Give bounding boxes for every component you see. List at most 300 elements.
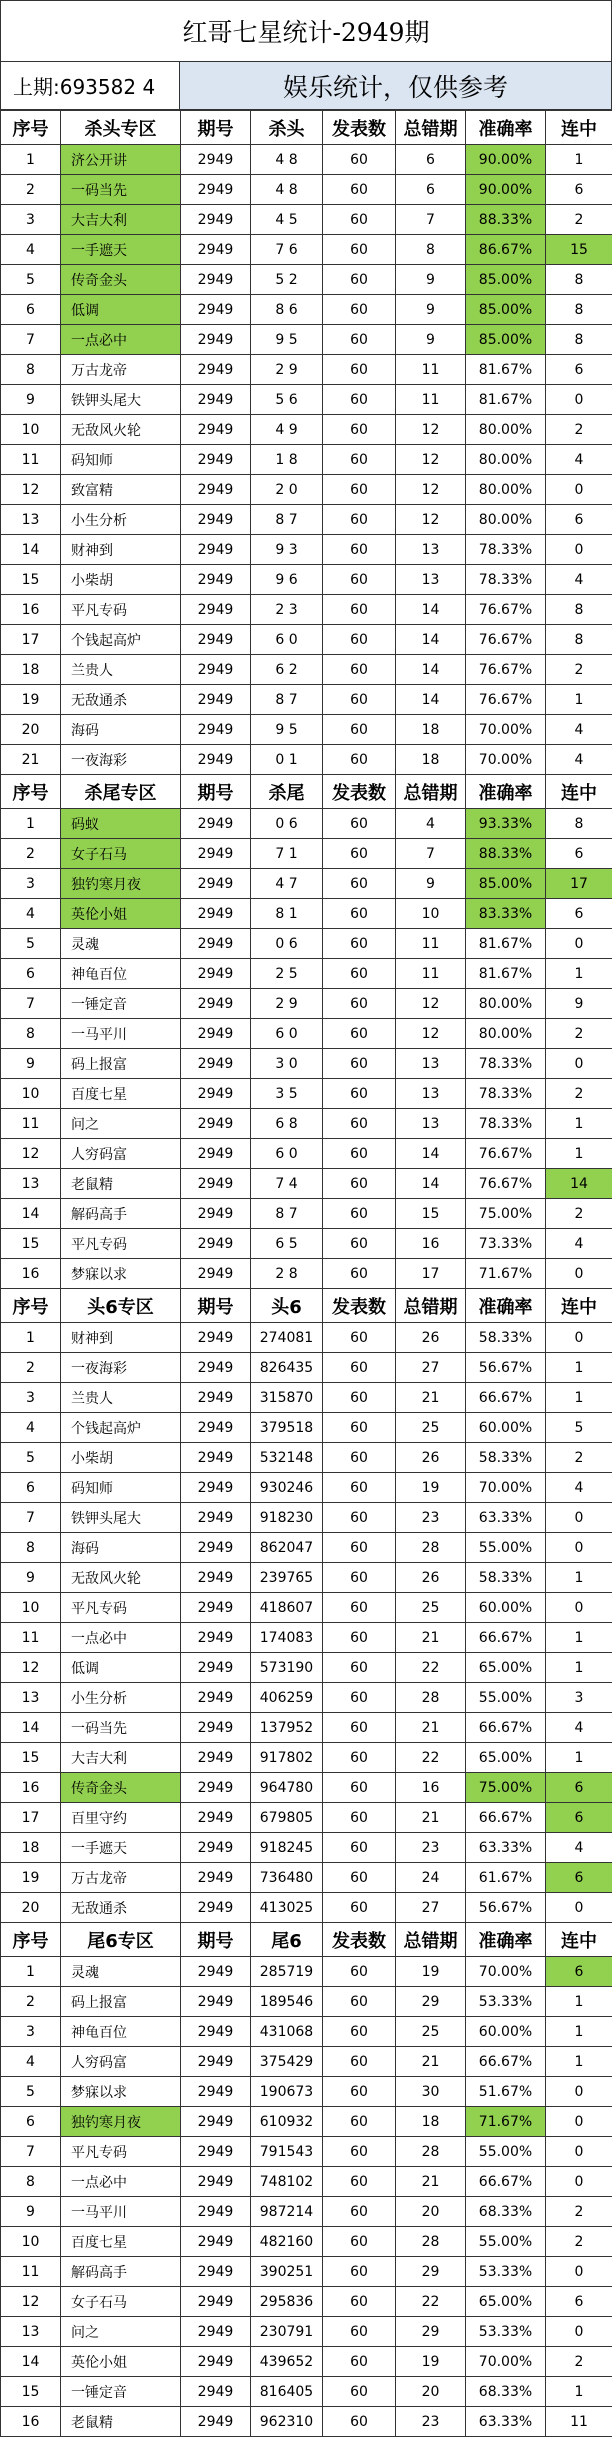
cell-misses: 9 bbox=[396, 325, 466, 355]
cell-period: 2949 bbox=[181, 1169, 251, 1199]
table-row bbox=[1, 1957, 612, 1987]
cell-misses: 12 bbox=[396, 445, 466, 475]
cell-name: 一马平川 bbox=[61, 2197, 181, 2227]
table-row bbox=[1, 1833, 612, 1863]
cell-index: 6 bbox=[1, 1473, 61, 1503]
cell-streak: 1 bbox=[546, 2047, 612, 2077]
cell-period: 2949 bbox=[181, 1323, 251, 1353]
section-header-row bbox=[1, 1289, 612, 1323]
cell-misses: 11 bbox=[396, 929, 466, 959]
cell-accuracy: 66.67% bbox=[466, 2047, 546, 2077]
cell-name: 码知师 bbox=[61, 1473, 181, 1503]
cell-period: 2949 bbox=[181, 595, 251, 625]
cell-misses: 28 bbox=[396, 2227, 466, 2257]
cell-index: 4 bbox=[1, 2047, 61, 2077]
cell-published: 60 bbox=[323, 1049, 396, 1079]
cell-misses: 12 bbox=[396, 989, 466, 1019]
cell-period: 2949 bbox=[181, 535, 251, 565]
cell-published: 60 bbox=[323, 325, 396, 355]
cell-misses: 25 bbox=[396, 2017, 466, 2047]
cell-accuracy: 58.33% bbox=[466, 1563, 546, 1593]
cell-published: 60 bbox=[323, 1443, 396, 1473]
cell-accuracy: 70.00% bbox=[466, 1957, 546, 1987]
cell-period: 2949 bbox=[181, 505, 251, 535]
cell-accuracy: 56.67% bbox=[466, 1893, 546, 1923]
column-header-name: 头6专区 bbox=[61, 1289, 181, 1323]
cell-accuracy: 58.33% bbox=[466, 1443, 546, 1473]
cell-published: 60 bbox=[323, 295, 396, 325]
cell-index: 7 bbox=[1, 989, 61, 1019]
cell-published: 60 bbox=[323, 1593, 396, 1623]
cell-period: 2949 bbox=[181, 415, 251, 445]
table-row bbox=[1, 2167, 612, 2197]
cell-published: 60 bbox=[323, 1743, 396, 1773]
cell-misses: 19 bbox=[396, 1473, 466, 1503]
cell-misses: 17 bbox=[396, 1259, 466, 1289]
cell-published: 60 bbox=[323, 145, 396, 175]
cell-misses: 9 bbox=[396, 295, 466, 325]
cell-misses: 11 bbox=[396, 959, 466, 989]
cell-period: 2949 bbox=[181, 565, 251, 595]
cell-pick: 9 5 bbox=[251, 325, 323, 355]
cell-index: 11 bbox=[1, 2257, 61, 2287]
cell-name: 梦寐以求 bbox=[61, 1259, 181, 1289]
section-header-row bbox=[1, 111, 612, 145]
cell-misses: 13 bbox=[396, 1049, 466, 1079]
cell-index: 3 bbox=[1, 205, 61, 235]
cell-accuracy: 68.33% bbox=[466, 2197, 546, 2227]
cell-period: 2949 bbox=[181, 2167, 251, 2197]
column-header-streak: 连中 bbox=[546, 1923, 612, 1957]
cell-accuracy: 93.33% bbox=[466, 809, 546, 839]
cell-misses: 26 bbox=[396, 1563, 466, 1593]
cell-period: 2949 bbox=[181, 175, 251, 205]
cell-accuracy: 60.00% bbox=[466, 1413, 546, 1443]
table-row bbox=[1, 1503, 612, 1533]
cell-misses: 13 bbox=[396, 535, 466, 565]
column-header-streak: 连中 bbox=[546, 775, 612, 809]
table-row bbox=[1, 929, 612, 959]
cell-misses: 22 bbox=[396, 1743, 466, 1773]
cell-misses: 9 bbox=[396, 265, 466, 295]
cell-accuracy: 85.00% bbox=[466, 295, 546, 325]
cell-streak: 1 bbox=[546, 1987, 612, 2017]
cell-period: 2949 bbox=[181, 1803, 251, 1833]
cell-accuracy: 78.33% bbox=[466, 1079, 546, 1109]
cell-streak: 5 bbox=[546, 1413, 612, 1443]
cell-index: 9 bbox=[1, 1049, 61, 1079]
cell-period: 2949 bbox=[181, 2197, 251, 2227]
cell-misses: 7 bbox=[396, 839, 466, 869]
cell-name: 神龟百位 bbox=[61, 2017, 181, 2047]
cell-misses: 28 bbox=[396, 2137, 466, 2167]
cell-misses: 29 bbox=[396, 2317, 466, 2347]
cell-published: 60 bbox=[323, 2227, 396, 2257]
cell-streak: 0 bbox=[546, 1593, 612, 1623]
cell-misses: 12 bbox=[396, 505, 466, 535]
cell-published: 60 bbox=[323, 175, 396, 205]
cell-period: 2949 bbox=[181, 2377, 251, 2407]
cell-pick: 2 5 bbox=[251, 959, 323, 989]
cell-published: 60 bbox=[323, 565, 396, 595]
cell-published: 60 bbox=[323, 1623, 396, 1653]
cell-pick: 4 8 bbox=[251, 175, 323, 205]
cell-period: 2949 bbox=[181, 1199, 251, 1229]
cell-period: 2949 bbox=[181, 1653, 251, 1683]
cell-accuracy: 76.67% bbox=[466, 595, 546, 625]
column-header-pick: 尾6 bbox=[251, 1923, 323, 1957]
cell-name: 独钓寒月夜 bbox=[61, 2107, 181, 2137]
cell-streak: 2 bbox=[546, 415, 612, 445]
cell-misses: 19 bbox=[396, 2347, 466, 2377]
cell-pick: 0 6 bbox=[251, 809, 323, 839]
cell-period: 2949 bbox=[181, 2107, 251, 2137]
cell-streak: 14 bbox=[546, 1169, 612, 1199]
cell-streak: 6 bbox=[546, 2287, 612, 2317]
cell-name: 女子石马 bbox=[61, 839, 181, 869]
cell-index: 14 bbox=[1, 535, 61, 565]
table-row bbox=[1, 1169, 612, 1199]
cell-accuracy: 55.00% bbox=[466, 2137, 546, 2167]
cell-misses: 14 bbox=[396, 595, 466, 625]
cell-index: 10 bbox=[1, 415, 61, 445]
cell-streak: 4 bbox=[546, 445, 612, 475]
cell-published: 60 bbox=[323, 415, 396, 445]
cell-index: 13 bbox=[1, 1683, 61, 1713]
cell-period: 2949 bbox=[181, 2047, 251, 2077]
table-row bbox=[1, 1413, 612, 1443]
cell-name: 码蚁 bbox=[61, 809, 181, 839]
cell-name: 一码当先 bbox=[61, 175, 181, 205]
cell-index: 15 bbox=[1, 1229, 61, 1259]
table-row bbox=[1, 2377, 612, 2407]
cell-pick: 8 7 bbox=[251, 505, 323, 535]
cell-accuracy: 65.00% bbox=[466, 2287, 546, 2317]
cell-pick: 573190 bbox=[251, 1653, 323, 1683]
cell-pick: 918230 bbox=[251, 1503, 323, 1533]
cell-published: 60 bbox=[323, 1229, 396, 1259]
cell-pick: 1 8 bbox=[251, 445, 323, 475]
cell-streak: 0 bbox=[546, 475, 612, 505]
cell-pick: 9 3 bbox=[251, 535, 323, 565]
column-header-streak: 连中 bbox=[546, 1289, 612, 1323]
cell-streak: 1 bbox=[546, 2017, 612, 2047]
cell-streak: 6 bbox=[546, 1957, 612, 1987]
cell-published: 60 bbox=[323, 2077, 396, 2107]
cell-misses: 18 bbox=[396, 715, 466, 745]
cell-pick: 2 9 bbox=[251, 355, 323, 385]
cell-period: 2949 bbox=[181, 1019, 251, 1049]
cell-streak: 6 bbox=[546, 1773, 612, 1803]
cell-pick: 7 1 bbox=[251, 839, 323, 869]
cell-published: 60 bbox=[323, 715, 396, 745]
cell-name: 女子石马 bbox=[61, 2287, 181, 2317]
table-row bbox=[1, 565, 612, 595]
cell-accuracy: 81.67% bbox=[466, 959, 546, 989]
table-row bbox=[1, 989, 612, 1019]
cell-streak: 4 bbox=[546, 1473, 612, 1503]
cell-name: 财神到 bbox=[61, 535, 181, 565]
column-header-published: 发表数 bbox=[323, 775, 396, 809]
cell-published: 60 bbox=[323, 1893, 396, 1923]
cell-pick: 137952 bbox=[251, 1713, 323, 1743]
cell-streak: 2 bbox=[546, 1199, 612, 1229]
column-header-misses: 总错期 bbox=[396, 111, 466, 145]
cell-misses: 13 bbox=[396, 1079, 466, 1109]
cell-pick: 375429 bbox=[251, 2047, 323, 2077]
cell-index: 1 bbox=[1, 809, 61, 839]
table-row bbox=[1, 595, 612, 625]
cell-accuracy: 68.33% bbox=[466, 2377, 546, 2407]
cell-name: 一手遮天 bbox=[61, 1833, 181, 1863]
column-header-accuracy: 准确率 bbox=[466, 1923, 546, 1957]
cell-streak: 4 bbox=[546, 565, 612, 595]
cell-published: 60 bbox=[323, 1169, 396, 1199]
cell-index: 3 bbox=[1, 2017, 61, 2047]
cell-index: 14 bbox=[1, 1199, 61, 1229]
cell-streak: 0 bbox=[546, 1049, 612, 1079]
table-row bbox=[1, 1079, 612, 1109]
cell-streak: 0 bbox=[546, 1503, 612, 1533]
cell-misses: 12 bbox=[396, 1019, 466, 1049]
cell-accuracy: 80.00% bbox=[466, 1019, 546, 1049]
cell-period: 2949 bbox=[181, 1259, 251, 1289]
cell-period: 2949 bbox=[181, 205, 251, 235]
cell-accuracy: 76.67% bbox=[466, 1169, 546, 1199]
cell-accuracy: 81.67% bbox=[466, 929, 546, 959]
cell-period: 2949 bbox=[181, 1353, 251, 1383]
cell-misses: 18 bbox=[396, 2107, 466, 2137]
cell-accuracy: 63.33% bbox=[466, 1833, 546, 1863]
cell-misses: 22 bbox=[396, 2287, 466, 2317]
cell-name: 铁钾头尾大 bbox=[61, 385, 181, 415]
table-row bbox=[1, 1743, 612, 1773]
cell-name: 人穷码富 bbox=[61, 1139, 181, 1169]
cell-pick: 230791 bbox=[251, 2317, 323, 2347]
cell-streak: 1 bbox=[546, 1353, 612, 1383]
cell-period: 2949 bbox=[181, 145, 251, 175]
cell-streak: 0 bbox=[546, 2317, 612, 2347]
cell-published: 60 bbox=[323, 2287, 396, 2317]
cell-index: 7 bbox=[1, 2137, 61, 2167]
cell-index: 18 bbox=[1, 1833, 61, 1863]
cell-pick: 6 0 bbox=[251, 1139, 323, 1169]
table-row bbox=[1, 2257, 612, 2287]
cell-pick: 482160 bbox=[251, 2227, 323, 2257]
cell-misses: 12 bbox=[396, 415, 466, 445]
cell-streak: 1 bbox=[546, 2377, 612, 2407]
cell-pick: 6 5 bbox=[251, 1229, 323, 1259]
cell-name: 一点必中 bbox=[61, 2167, 181, 2197]
cell-index: 14 bbox=[1, 1713, 61, 1743]
cell-accuracy: 76.67% bbox=[466, 655, 546, 685]
cell-period: 2949 bbox=[181, 2317, 251, 2347]
cell-published: 60 bbox=[323, 839, 396, 869]
column-header-accuracy: 准确率 bbox=[466, 775, 546, 809]
cell-name: 灵魂 bbox=[61, 929, 181, 959]
cell-streak: 1 bbox=[546, 685, 612, 715]
cell-name: 老鼠精 bbox=[61, 1169, 181, 1199]
cell-period: 2949 bbox=[181, 295, 251, 325]
column-header-index: 序号 bbox=[1, 111, 61, 145]
cell-accuracy: 66.67% bbox=[466, 1803, 546, 1833]
cell-index: 13 bbox=[1, 2317, 61, 2347]
cell-published: 60 bbox=[323, 1079, 396, 1109]
cell-index: 12 bbox=[1, 1653, 61, 1683]
cell-published: 60 bbox=[323, 2137, 396, 2167]
table-row bbox=[1, 745, 612, 775]
cell-period: 2949 bbox=[181, 1533, 251, 1563]
cell-index: 17 bbox=[1, 1803, 61, 1833]
cell-published: 60 bbox=[323, 685, 396, 715]
table-row bbox=[1, 1623, 612, 1653]
table-row bbox=[1, 2137, 612, 2167]
cell-streak: 17 bbox=[546, 869, 612, 899]
table-row bbox=[1, 1383, 612, 1413]
cell-pick: 862047 bbox=[251, 1533, 323, 1563]
cell-period: 2949 bbox=[181, 1229, 251, 1259]
cell-accuracy: 90.00% bbox=[466, 145, 546, 175]
cell-pick: 532148 bbox=[251, 1443, 323, 1473]
cell-name: 独钓寒月夜 bbox=[61, 869, 181, 899]
cell-accuracy: 76.67% bbox=[466, 1139, 546, 1169]
cell-published: 60 bbox=[323, 1019, 396, 1049]
cell-period: 2949 bbox=[181, 385, 251, 415]
cell-pick: 7 4 bbox=[251, 1169, 323, 1199]
cell-pick: 0 1 bbox=[251, 745, 323, 775]
cell-index: 6 bbox=[1, 2107, 61, 2137]
cell-index: 7 bbox=[1, 325, 61, 355]
table-row bbox=[1, 1713, 612, 1743]
column-header-index: 序号 bbox=[1, 1289, 61, 1323]
cell-misses: 29 bbox=[396, 1987, 466, 2017]
cell-published: 60 bbox=[323, 265, 396, 295]
cell-name: 老鼠精 bbox=[61, 2407, 181, 2437]
cell-published: 60 bbox=[323, 1259, 396, 1289]
cell-published: 60 bbox=[323, 475, 396, 505]
cell-streak: 1 bbox=[546, 1383, 612, 1413]
cell-name: 一码当先 bbox=[61, 1713, 181, 1743]
cell-streak: 2 bbox=[546, 1019, 612, 1049]
table-row bbox=[1, 1653, 612, 1683]
cell-published: 60 bbox=[323, 745, 396, 775]
cell-period: 2949 bbox=[181, 1957, 251, 1987]
table-row bbox=[1, 809, 612, 839]
cell-name: 神龟百位 bbox=[61, 959, 181, 989]
info-row bbox=[0, 62, 612, 110]
cell-streak: 0 bbox=[546, 2257, 612, 2287]
cell-index: 9 bbox=[1, 2197, 61, 2227]
cell-published: 60 bbox=[323, 505, 396, 535]
cell-published: 60 bbox=[323, 1803, 396, 1833]
cell-misses: 11 bbox=[396, 355, 466, 385]
cell-streak: 8 bbox=[546, 325, 612, 355]
table-row bbox=[1, 1593, 612, 1623]
table-row bbox=[1, 535, 612, 565]
cell-pick: 239765 bbox=[251, 1563, 323, 1593]
cell-published: 60 bbox=[323, 1833, 396, 1863]
cell-index: 10 bbox=[1, 2227, 61, 2257]
cell-misses: 23 bbox=[396, 1833, 466, 1863]
cell-misses: 26 bbox=[396, 1443, 466, 1473]
cell-accuracy: 66.67% bbox=[466, 1713, 546, 1743]
cell-published: 60 bbox=[323, 929, 396, 959]
table-row bbox=[1, 1863, 612, 1893]
cell-period: 2949 bbox=[181, 869, 251, 899]
cell-accuracy: 76.67% bbox=[466, 625, 546, 655]
cell-misses: 29 bbox=[396, 2257, 466, 2287]
cell-accuracy: 53.33% bbox=[466, 2317, 546, 2347]
cell-index: 9 bbox=[1, 385, 61, 415]
cell-name: 大吉大利 bbox=[61, 205, 181, 235]
cell-published: 60 bbox=[323, 1503, 396, 1533]
cell-misses: 9 bbox=[396, 869, 466, 899]
section-header-row bbox=[1, 775, 612, 809]
cell-streak: 1 bbox=[546, 1139, 612, 1169]
cell-streak: 6 bbox=[546, 505, 612, 535]
cell-index: 11 bbox=[1, 1109, 61, 1139]
cell-misses: 25 bbox=[396, 1593, 466, 1623]
last-period-label: 上期:693582 4 bbox=[1, 62, 180, 109]
table-row bbox=[1, 235, 612, 265]
cell-published: 60 bbox=[323, 959, 396, 989]
table-row bbox=[1, 685, 612, 715]
cell-streak: 1 bbox=[546, 959, 612, 989]
cell-streak: 4 bbox=[546, 1833, 612, 1863]
cell-published: 60 bbox=[323, 535, 396, 565]
cell-accuracy: 53.33% bbox=[466, 2257, 546, 2287]
cell-name: 平凡专码 bbox=[61, 595, 181, 625]
disclaimer: 娱乐统计，仅供参考 bbox=[180, 62, 611, 109]
cell-accuracy: 66.67% bbox=[466, 1383, 546, 1413]
cell-streak: 8 bbox=[546, 809, 612, 839]
cell-misses: 16 bbox=[396, 1773, 466, 1803]
cell-name: 一点必中 bbox=[61, 325, 181, 355]
cell-name: 小生分析 bbox=[61, 1683, 181, 1713]
cell-index: 11 bbox=[1, 1623, 61, 1653]
table-row bbox=[1, 2077, 612, 2107]
cell-streak: 9 bbox=[546, 989, 612, 1019]
cell-published: 60 bbox=[323, 1957, 396, 1987]
cell-period: 2949 bbox=[181, 2287, 251, 2317]
cell-period: 2949 bbox=[181, 1383, 251, 1413]
cell-period: 2949 bbox=[181, 325, 251, 355]
cell-misses: 23 bbox=[396, 1503, 466, 1533]
cell-pick: 6 0 bbox=[251, 1019, 323, 1049]
table-row bbox=[1, 2407, 612, 2437]
cell-pick: 2 0 bbox=[251, 475, 323, 505]
table-row bbox=[1, 2317, 612, 2347]
cell-index: 12 bbox=[1, 2287, 61, 2317]
column-header-pick: 杀尾 bbox=[251, 775, 323, 809]
table-row bbox=[1, 1353, 612, 1383]
cell-published: 60 bbox=[323, 2257, 396, 2287]
cell-pick: 315870 bbox=[251, 1383, 323, 1413]
cell-streak: 1 bbox=[546, 1563, 612, 1593]
cell-pick: 2 8 bbox=[251, 1259, 323, 1289]
cell-name: 传奇金头 bbox=[61, 1773, 181, 1803]
cell-streak: 2 bbox=[546, 1443, 612, 1473]
cell-misses: 26 bbox=[396, 1323, 466, 1353]
cell-streak: 6 bbox=[546, 899, 612, 929]
cell-period: 2949 bbox=[181, 1049, 251, 1079]
cell-published: 60 bbox=[323, 2347, 396, 2377]
cell-period: 2949 bbox=[181, 1563, 251, 1593]
cell-published: 60 bbox=[323, 1683, 396, 1713]
cell-index: 5 bbox=[1, 2077, 61, 2107]
table-row bbox=[1, 145, 612, 175]
cell-streak: 8 bbox=[546, 265, 612, 295]
